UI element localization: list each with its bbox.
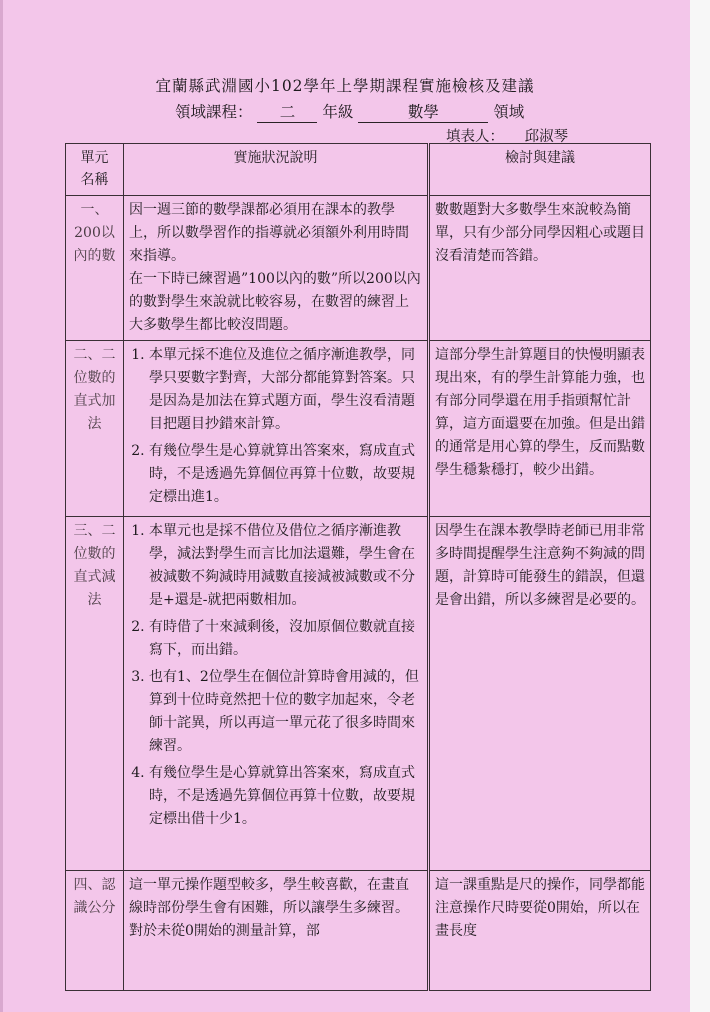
subject-value: 數學 (358, 100, 488, 123)
unit-name: 四、認識公分 (73, 877, 116, 916)
review-text: 數數題對大多數學生來說較為簡單，只有少部分同學因粗心或題目沒看清楚而答錯。 (435, 202, 645, 264)
description-item: 4. 有幾位學生是心算就算出答案來，寫成直式時，不是透過先算個位再算十位數，故要規定標出借十少1。 (149, 762, 422, 831)
subject-suffix: 領域 (493, 103, 525, 121)
description-item: 3. 也有1、2位學生在個位計算時會用減的，但算到十位時竟然把十位的數字加起來，令老師十詫異，所以再這一單元花了很多時間來練習。 (149, 666, 422, 758)
review-text: 這部分學生計算題目的快慢明顯表現出來，有的學生計算能力強，也有部分同學還在用手指頭幫忙計算，這方面還要在加強。但是出錯的通常是用心算的學生，反而點數學生穩紮穩打，較少出錯。 (435, 347, 645, 478)
description-paragraph: 在一下時已練習過”100以內的數”所以200以內的數對學生來說就比較容易，在數習的練習上大多數學生都比較沒問題。 (129, 271, 421, 333)
description-item: 1. 本單元也是採不借位及借位之循序漸進教學，減法對學生而言比加法還難，學生會在被減數不夠減時用減數直接減被減數或不分是+還是-就把兩數相加。 (149, 520, 422, 612)
unit-name: 一、200以內的數 (73, 202, 116, 264)
description-paragraph: 這一單元操作題型較多，學生較喜歡，在畫直線時部份學生會有困難，所以讓學生多練習。對於未從0開始的測量計算，部 (129, 877, 409, 939)
table-row (66, 341, 651, 517)
description-cell (124, 871, 429, 991)
description-item: 2. 有時借了十來減剩後，沒加原個位數就直接寫下，而出錯。 (149, 616, 422, 662)
description-cell (124, 196, 429, 341)
unit-cell (66, 871, 124, 991)
review-cell (429, 196, 651, 341)
header-description: 實施狀況說明 (124, 144, 429, 196)
header-review: 檢討與建議 (429, 144, 651, 196)
subtitle-label: 領域課程： (175, 103, 253, 121)
description-cell (124, 517, 429, 871)
grade-suffix: 年級 (322, 103, 354, 121)
description-list (129, 344, 422, 509)
review-cell (429, 517, 651, 871)
table-header-row (66, 144, 651, 196)
unit-name: 三、二位數的直式減法 (73, 523, 116, 608)
table-row (66, 871, 651, 991)
review-cell (429, 871, 651, 991)
description-paragraph: 因一週三節的數學課都必須用在課本的教學上，所以數學習作的指導就必須額外利用時間來指導。 (129, 202, 409, 264)
unit-cell (66, 196, 124, 341)
filler-label: 填表人： (446, 129, 504, 145)
subtitle-line (175, 100, 524, 123)
description-item: 1. 本單元採不進位及進位之循序漸進教學，同學只要數字對齊，大部分都能算對答案。只是因為是加法在算式題方面，學生沒看清題目把題目抄錯來計算。 (149, 344, 422, 436)
unit-cell (66, 517, 124, 871)
table-row (66, 517, 651, 871)
description-item: 2. 有幾位學生是心算就算出答案來，寫成直式時，不是透過先算個位再算十位數，故要規定標出進1。 (149, 440, 422, 509)
description-cell (124, 341, 429, 517)
review-text: 因學生在課本教學時老師已用非常多時間提醒學生注意夠不夠減的問題，計算時可能發生的錯誤，但還是會出錯，所以多練習是必要的。 (435, 523, 645, 608)
scan-margin (690, 0, 710, 1012)
unit-cell (66, 341, 124, 517)
review-text: 這一課重點是尺的操作，同學都能注意操作尺時要從0開始，所以在畫長度 (435, 877, 645, 939)
review-cell (429, 341, 651, 517)
filler-name: 邱淑琴 (524, 129, 569, 145)
description-list (129, 520, 422, 831)
grade-value: 二 (257, 100, 317, 123)
course-review-table (65, 143, 651, 991)
document-title: 宜蘭縣武淵國小102學年上學期課程實施檢核及建議 (155, 77, 535, 95)
table-row (66, 196, 651, 341)
unit-name: 二、二位數的直式加法 (73, 347, 116, 432)
header-unit: 單元名稱 (66, 144, 124, 196)
